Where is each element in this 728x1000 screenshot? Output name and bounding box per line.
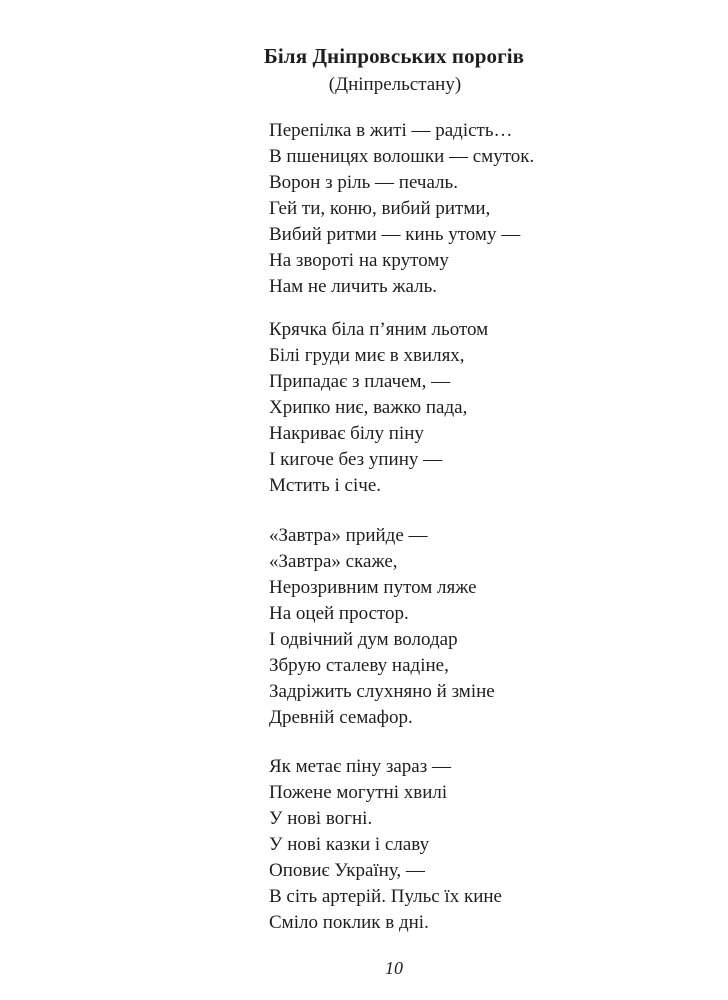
poem-line: Накриває білу піну bbox=[269, 423, 424, 444]
poem-line: Хрипко ниє, важко пада, bbox=[269, 397, 468, 418]
poem-line: Пожене могутні хвилі bbox=[269, 782, 448, 803]
poem-line: Збрую сталеву надіне, bbox=[269, 655, 449, 676]
stanza-3 bbox=[269, 523, 495, 731]
poem-line: На оцей простор. bbox=[269, 603, 409, 624]
poem-line: Оповиє Україну, — bbox=[269, 860, 425, 881]
poem-line: В пшеницях волошки — смуток. bbox=[269, 146, 535, 167]
poem-line: Білі груди миє в хвилях, bbox=[269, 345, 465, 366]
poem-line: Припадає з плачем, — bbox=[269, 371, 451, 392]
page-number: 10 bbox=[385, 958, 403, 978]
poem-line: Перепілка в житі — радість… bbox=[269, 120, 513, 141]
poem-subtitle: (Дніпрельстану) bbox=[328, 74, 462, 95]
poem-line: Мстить і січе. bbox=[269, 475, 381, 496]
stanza-2 bbox=[269, 317, 488, 499]
poem-line: «Завтра» прийде — bbox=[269, 525, 428, 546]
poem-line: Вибий ритми — кинь утому — bbox=[269, 224, 521, 245]
poem-line: В сіть артерій. Пульс їх кине bbox=[269, 886, 502, 907]
poem-line: Сміло поклик в дні. bbox=[269, 912, 429, 933]
poem-line: Гей ти, коню, вибий ритми, bbox=[269, 198, 491, 219]
poem-line: Задріжить слухняно й зміне bbox=[269, 681, 495, 702]
stanza-4 bbox=[269, 754, 502, 936]
poem-line: У нові казки і славу bbox=[269, 834, 430, 855]
poem-line: У нові вогні. bbox=[269, 808, 373, 829]
stanza-1 bbox=[269, 118, 534, 300]
poem-line: Як метає піну зараз — bbox=[269, 756, 451, 777]
poem-line: Нам не личить жаль. bbox=[269, 276, 437, 297]
poem-line: Нерозривним путом ляже bbox=[269, 577, 477, 598]
poem-line: Древній семафор. bbox=[269, 707, 413, 728]
poem-line: І одвічний дум володар bbox=[269, 629, 458, 650]
poem-line: «Завтра» скаже, bbox=[269, 551, 398, 572]
poem-line: Крячка біла п’яним льотом bbox=[269, 319, 489, 340]
poem-line: І кигоче без упину — bbox=[269, 449, 443, 470]
poem-line: Ворон з ріль — печаль. bbox=[269, 172, 458, 193]
poem-title: Біля Дніпровських порогів bbox=[263, 44, 525, 68]
poem-line: На звороті на крутому bbox=[269, 250, 449, 271]
